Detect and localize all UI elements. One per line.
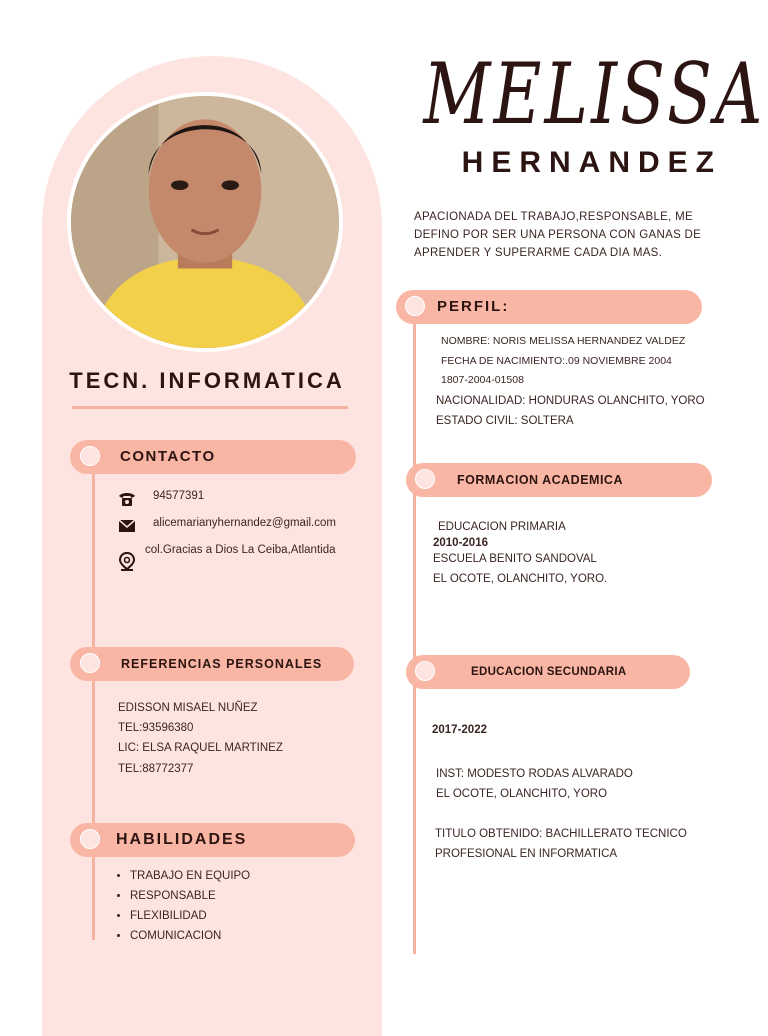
- profile-heading: PERFIL:: [437, 298, 510, 315]
- profile-birth: FECHA DE NACIMIENTO:.09 NOVIEMBRE 2004: [441, 355, 672, 367]
- primary-years: 2010-2016: [433, 537, 488, 549]
- bullet-dot-icon: [80, 653, 100, 673]
- reference-line: TEL:88772377: [118, 763, 194, 775]
- contact-heading: CONTACTO: [120, 448, 216, 465]
- reference-line: EDISSON MISAEL NUÑEZ: [118, 702, 258, 714]
- skills-header: [70, 823, 355, 857]
- skill-item: • RESPONSABLE: [130, 886, 250, 906]
- phone-icon: [118, 491, 136, 507]
- bullet-dot-icon: [405, 296, 425, 316]
- reference-line: TEL:93596380: [118, 722, 194, 734]
- primary-label: EDUCACION PRIMARIA: [438, 521, 566, 533]
- bullet-dot-icon: [415, 661, 435, 681]
- secondary-header: [406, 655, 690, 689]
- contact-address: col.Gracias a Dios La Ceiba,Atlantida: [145, 544, 336, 556]
- job-title: TECN. INFORMATICA: [69, 368, 345, 393]
- profile-header: [396, 290, 702, 324]
- contact-phone: 94577391: [153, 490, 205, 502]
- skills-heading: HABILIDADES: [116, 831, 248, 848]
- profile-nationality: NACIONALIDAD: HONDURAS OLANCHITO, YORO: [436, 395, 705, 407]
- contact-header: [70, 440, 356, 474]
- secondary-place: EL OCOTE, OLANCHITO, YORO: [436, 788, 608, 800]
- bullet-dot-icon: [80, 446, 100, 466]
- contact-email[interactable]: alicemarianyhernandez@gmail.com: [153, 517, 336, 529]
- skills-list: [112, 866, 250, 946]
- reference-line: LIC: ELSA RAQUEL MARTINEZ: [118, 742, 283, 754]
- profile-name: NOMBRE: NORIS MELISSA HERNANDEZ VALDEZ: [441, 335, 686, 347]
- mail-icon: [118, 518, 136, 534]
- education-heading: FORMACION ACADEMICA: [457, 473, 623, 487]
- primary-school: ESCUELA BENITO SANDOVAL: [433, 553, 597, 565]
- right-timeline: [413, 306, 416, 954]
- profile-photo: [67, 92, 343, 352]
- title-divider: [72, 406, 348, 409]
- degree-line-1: TITULO OBTENIDO: BACHILLERATO TECNICO: [435, 828, 687, 840]
- profile-id: 1807-2004-01508: [441, 374, 524, 386]
- location-pin-icon: [118, 552, 136, 572]
- skill-item: • COMUNICACION: [130, 926, 250, 946]
- degree-line-2: PROFESIONAL EN INFORMATICA: [435, 848, 618, 860]
- skill-item: • TRABAJO EN EQUIPO: [130, 866, 250, 886]
- primary-place: EL OCOTE, OLANCHITO, YORO.: [433, 573, 608, 585]
- secondary-school: INST: MODESTO RODAS ALVARADO: [436, 768, 633, 780]
- education-header: [406, 463, 712, 497]
- secondary-heading: EDUCACION SECUNDARIA: [471, 666, 627, 678]
- name-last: HERNANDEZ: [461, 146, 722, 179]
- name-first: MELISSA: [423, 45, 766, 143]
- references-header: [70, 647, 354, 681]
- bullet-dot-icon: [415, 469, 435, 489]
- profile-civil-status: ESTADO CIVIL: SOLTERA: [436, 415, 574, 427]
- references-heading: REFERENCIAS PERSONALES: [121, 657, 323, 671]
- bullet-dot-icon: [80, 829, 100, 849]
- about-text: APACIONADA DEL TRABAJO,RESPONSABLE, ME DEFINO POR SER UNA PERSONA CON GANAS DE APRENDER Y SUPERARME CADA DIA MAS.: [414, 211, 702, 259]
- secondary-years: 2017-2022: [432, 724, 487, 736]
- left-timeline: [92, 458, 95, 940]
- skill-item: • FLEXIBILIDAD: [130, 906, 250, 926]
